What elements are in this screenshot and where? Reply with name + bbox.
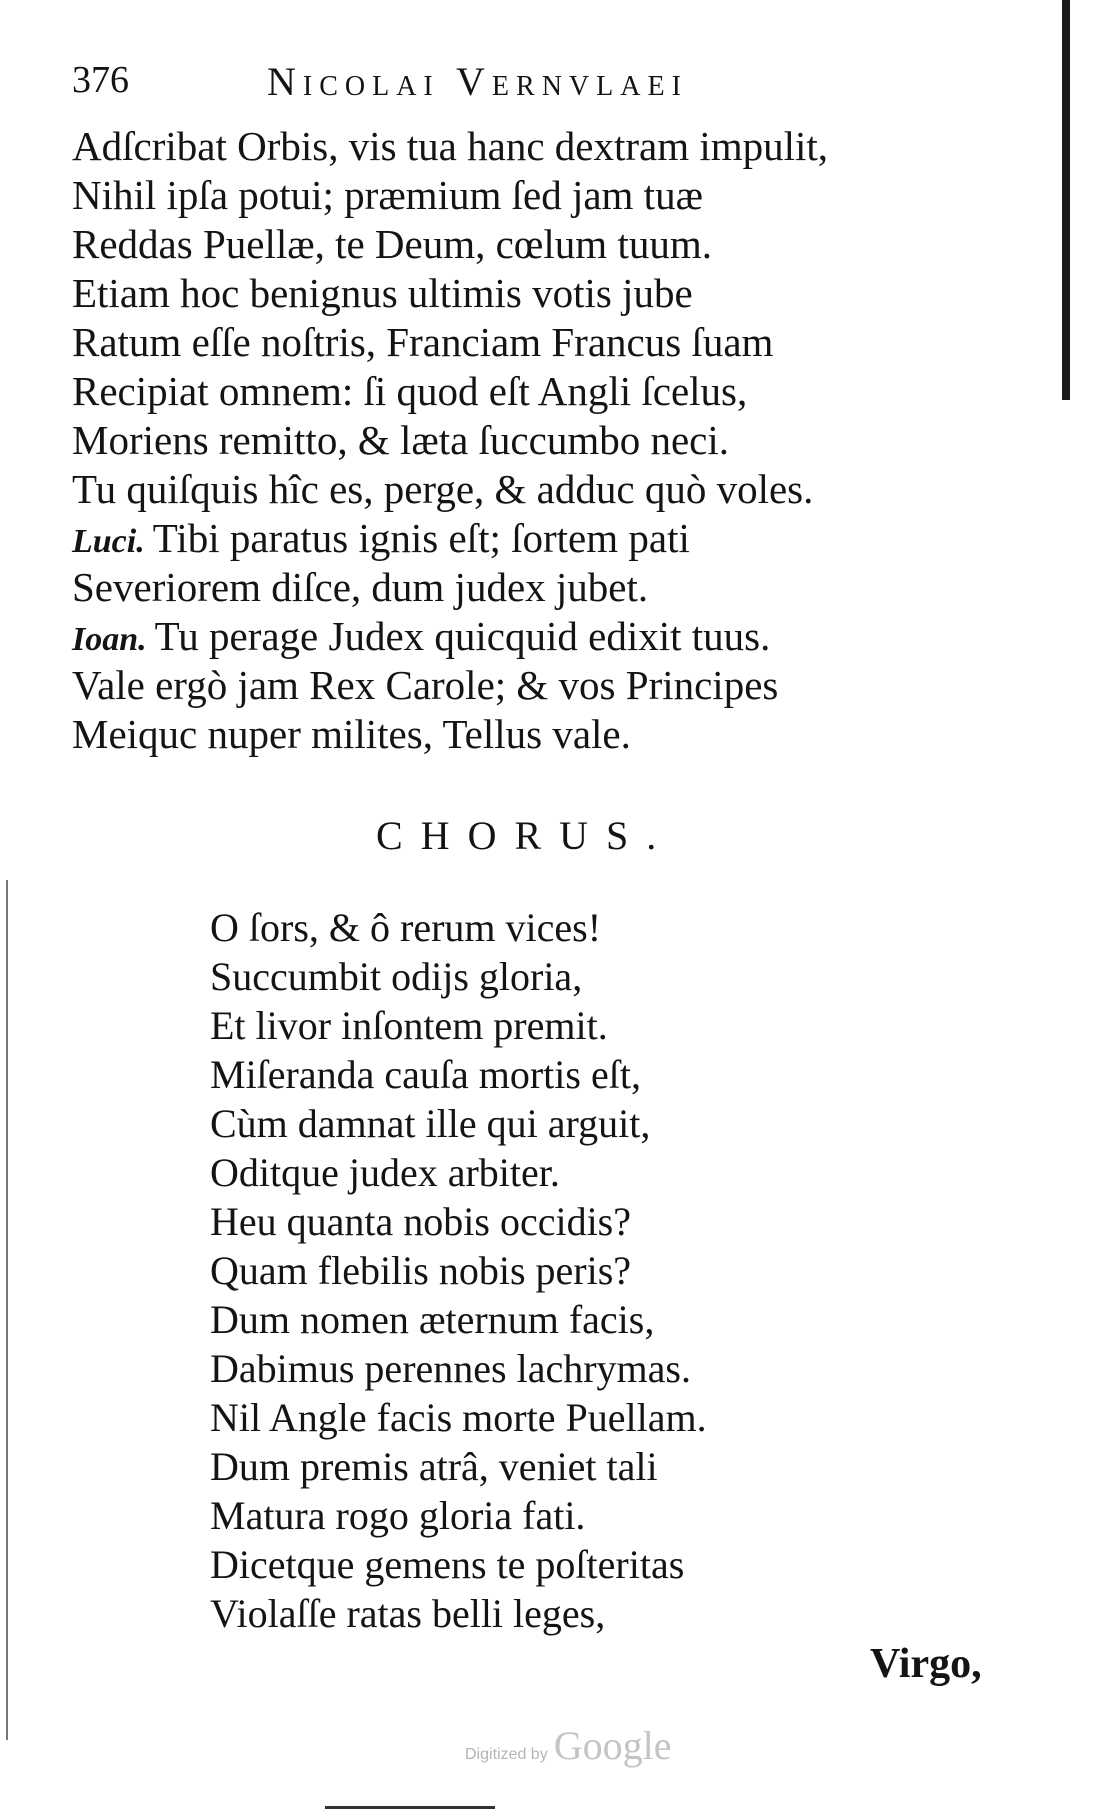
verse-line (72, 269, 972, 318)
verse-text: Meiquc nuper milites, Tellus vale. (72, 711, 631, 757)
digitized-watermark (465, 1722, 671, 1772)
verse-line (72, 514, 972, 563)
page-edge-shadow-left (6, 880, 8, 1740)
verse-line (72, 661, 972, 710)
bottom-rule (325, 1806, 495, 1809)
verse-line (72, 416, 972, 465)
page-edge-shadow-right (1062, 0, 1070, 400)
verse-line (72, 612, 972, 661)
watermark-prefix: Digitized by (465, 1746, 548, 1763)
chorus-heading: CHORUS. (376, 813, 675, 858)
chorus-line: Quam flebilis nobis peris? (210, 1248, 632, 1293)
chorus-line: Nil Angle facis morte Puellam. (210, 1395, 707, 1440)
chorus-line: Dabimus perennes lachrymas. (210, 1346, 691, 1391)
verse-line (72, 710, 972, 759)
verse-block (72, 122, 972, 759)
verse-line (72, 171, 972, 220)
verse-text: Adſcribat Orbis, vis tua hanc dextram impulit, (72, 123, 829, 169)
chorus-line: Dum nomen æternum facis, (210, 1297, 655, 1342)
chorus-line: Miſeranda cauſa mortis eſt, (210, 1052, 641, 1097)
verse-line (72, 318, 972, 367)
chorus-block (210, 903, 910, 1638)
verse-text: Tibi paratus ignis eſt; ſortem pati (152, 515, 690, 561)
chorus-line: Et livor inſontem premit. (210, 1003, 608, 1048)
verse-text: Reddas Puellæ, te Deum, cœlum tuum. (72, 221, 712, 267)
verse-text: Ratum eſſe noſtris, Franciam Francus ſuam (72, 319, 774, 365)
catchword: Virgo, (870, 1641, 982, 1687)
verse-text: Tu quiſquis hîc es, perge, & adduc quò voles. (72, 466, 814, 512)
verse-text: Vale ergò jam Rex Carole; & vos Principes (72, 662, 779, 708)
verse-line (72, 122, 972, 171)
verse-line (72, 563, 972, 612)
verse-line (72, 465, 972, 514)
running-head: Nicolai Vernvlaei (267, 59, 688, 104)
chorus-line: Succumbit odijs gloria, (210, 954, 583, 999)
verse-text: Etiam hoc benignus ultimis votis jube (72, 270, 693, 316)
page-header (72, 58, 872, 108)
chorus-line: Matura rogo gloria fati. (210, 1493, 586, 1538)
verse-text: Tu perage Judex quicquid edixit tuus. (154, 613, 771, 659)
chorus-line: Dum premis atrâ, veniet tali (210, 1444, 658, 1489)
chorus-line: Cùm damnat ille qui arguit, (210, 1101, 651, 1146)
page-number: 376 (72, 59, 129, 101)
speaker-label: Ioan. (72, 621, 147, 658)
verse-text: Recipiat omnem: ſi quod eſt Angli ſcelus, (72, 368, 748, 414)
chorus-line: Oditque judex arbiter. (210, 1150, 560, 1195)
verse-line (72, 367, 972, 416)
verse-text: Moriens remitto, & læta ſuccumbo neci. (72, 417, 730, 463)
chorus-line: Heu quanta nobis occidis? (210, 1199, 631, 1244)
chorus-line: O ſors, & ô rerum vices! (210, 905, 602, 950)
speaker-label: Luci. (72, 523, 145, 560)
google-logo: Google (553, 1723, 672, 1768)
chorus-line: Dicetque gemens te poſteritas (210, 1542, 685, 1587)
chorus-line: Violaſſe ratas belli leges, (210, 1591, 606, 1636)
verse-text: Nihil ipſa potui; præmium ſed jam tuæ (72, 172, 703, 218)
verse-line (72, 220, 972, 269)
verse-text: Severiorem diſce, dum judex jubet. (72, 564, 649, 610)
